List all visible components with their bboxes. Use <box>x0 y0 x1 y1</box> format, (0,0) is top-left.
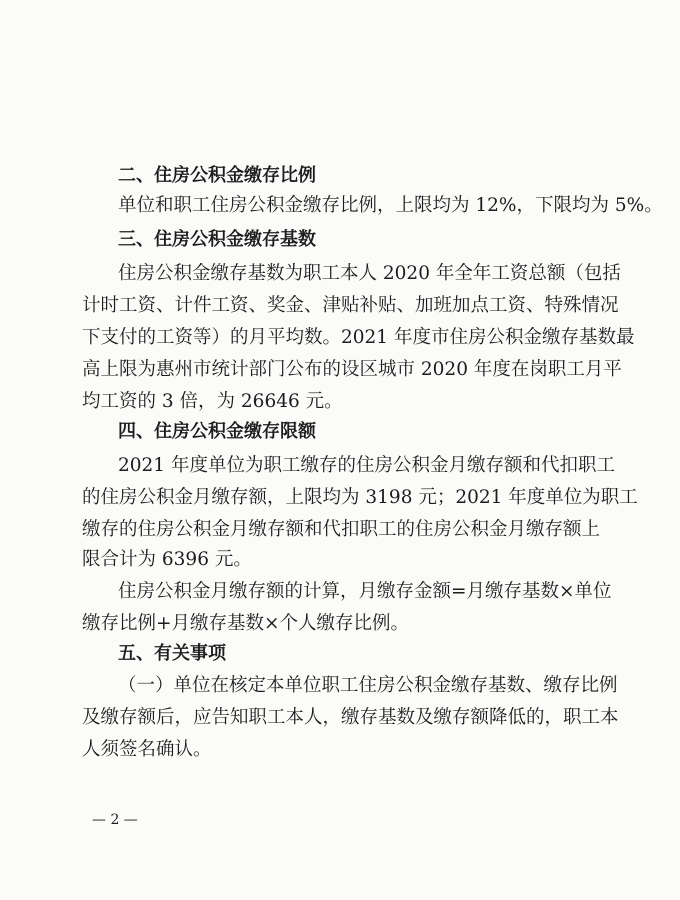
paragraph-line: 及缴存额后，应告知职工本人，缴存基数及缴存额降低的，职工本 <box>82 707 619 728</box>
section-heading-contribution-ratio: 二、住房公积金缴存比例 <box>118 165 316 186</box>
paragraph-line: （一）单位在核定本单位职工住房公积金缴存基数、缴存比例 <box>118 675 618 696</box>
section-heading-contribution-base: 三、住房公积金缴存基数 <box>118 229 316 250</box>
paragraph-line: 人须签名确认。 <box>82 739 212 760</box>
paragraph-line: 住房公积金月缴存额的计算，月缴存金额=月缴存基数×单位 <box>118 581 612 602</box>
paragraph-line: 高上限为惠州市统计部门公布的设区城市 2020 年度在岗职工月平 <box>82 359 622 380</box>
paragraph-line: 缴存比例+月缴存基数×个人缴存比例。 <box>82 613 410 634</box>
paragraph-line: 计时工资、计件工资、奖金、津贴补贴、加班加点工资、特殊情况 <box>82 295 619 316</box>
paragraph-line: 均工资的 3 倍，为 26646 元。 <box>82 391 343 412</box>
paragraph-line: 2021 年度单位为职工缴存的住房公积金月缴存额和代扣职工 <box>118 455 615 476</box>
paragraph-line: 的住房公积金月缴存额，上限均为 3198 元；2021 年度单位为职工 <box>82 487 638 508</box>
paragraph-line: 住房公积金缴存基数为职工本人 2020 年全年工资总额（包括 <box>118 263 621 284</box>
section-heading-related-matters: 五、有关事项 <box>118 643 226 664</box>
paragraph-line: 限合计为 6396 元。 <box>82 549 252 570</box>
page-number: — 2 — <box>92 812 138 828</box>
paragraph-line: 缴存的住房公积金月缴存额和代扣职工的住房公积金月缴存额上 <box>82 519 601 540</box>
paragraph-line: 单位和职工住房公积金缴存比例，上限均为 12%，下限均为 5%。 <box>118 195 663 216</box>
paragraph-line: 下支付的工资等）的月平均数。2021 年度市住房公积金缴存基数最 <box>82 327 635 348</box>
section-heading-contribution-limit: 四、住房公积金缴存限额 <box>118 421 316 442</box>
